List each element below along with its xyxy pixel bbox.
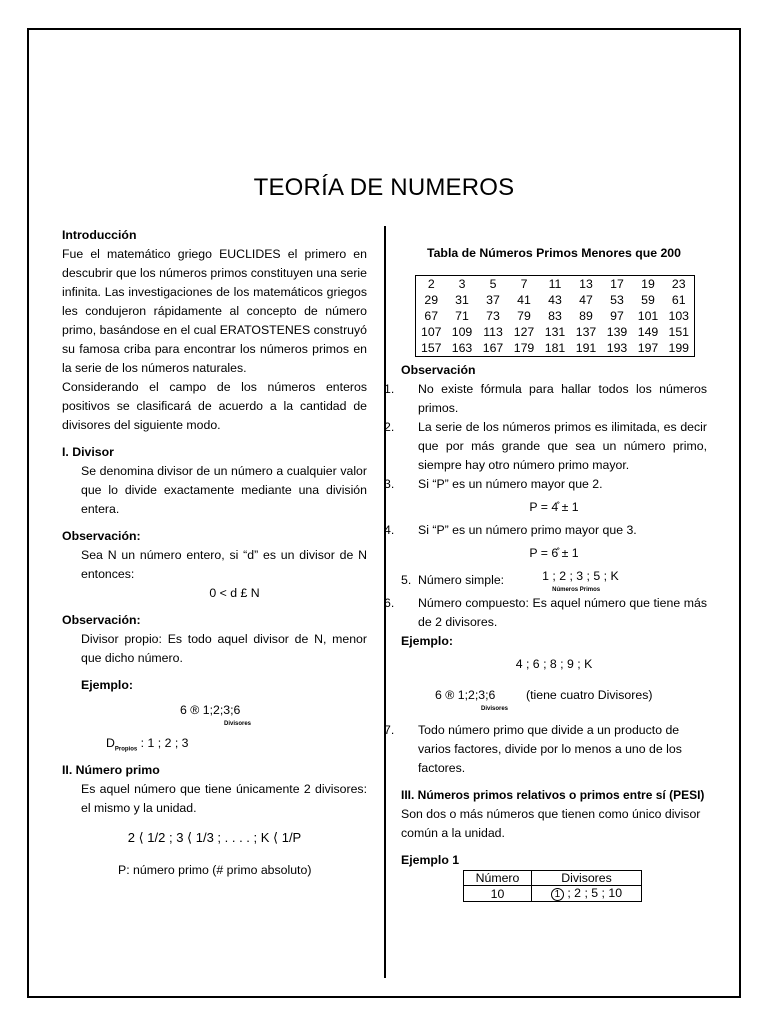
- item-3-text: Si “P” es un número mayor que 2.: [418, 477, 603, 491]
- prime-cell: 101: [637, 309, 659, 323]
- primes-row: [416, 292, 695, 308]
- prime-cell: 5: [489, 277, 497, 291]
- primes-row: [416, 324, 695, 340]
- circled-one: 1: [551, 888, 564, 901]
- prime-cell: 163: [451, 341, 473, 355]
- prime-cell: 107: [420, 325, 442, 339]
- example-1-col-number: Número: [464, 871, 532, 886]
- observation-2-text: Divisor propio: Es todo aquel divisor de N, menor que dicho número.: [81, 632, 367, 665]
- prime-cell: 181: [544, 341, 566, 355]
- prime-cell: 31: [455, 293, 469, 307]
- prime-cell: 131: [544, 325, 566, 339]
- item-5: 5. Número simple: 1 ; 2 ; 3 ; 5 ; K Números Primos: [401, 569, 619, 593]
- prime-cell: 97: [610, 309, 624, 323]
- primes-table: [415, 275, 695, 357]
- prime-cell: 47: [579, 293, 593, 307]
- example-right-formula-block: [435, 686, 508, 713]
- prime-cell: 179: [513, 341, 535, 355]
- item-6-text: Número compuesto: Es aquel número que tiene más de 2 divisores.: [418, 596, 707, 629]
- item-5-under: Números Primos: [552, 587, 601, 593]
- example-1-number: 10: [464, 886, 532, 902]
- prime-cell: 83: [548, 309, 562, 323]
- observation-1-formula: 0 < d £ N: [209, 586, 260, 600]
- observation-heading: Observación: [401, 363, 476, 377]
- prime-cell: 191: [575, 341, 597, 355]
- example-right-note: (tiene cuatro Divisores): [526, 688, 653, 702]
- item-6: 6. Número compuesto: Es aquel número que tiene más de 2 divisores.: [384, 596, 707, 629]
- item-3: 3. Si “P” es un número mayor que 2.: [384, 477, 603, 491]
- divisor-heading: I. Divisor: [62, 445, 114, 459]
- prime-cell: 13: [579, 277, 593, 291]
- prime-cell: 89: [579, 309, 593, 323]
- prime-cell: 137: [575, 325, 597, 339]
- example-right-line2: [401, 686, 707, 713]
- prime-cell: 53: [610, 293, 624, 307]
- item-5-formula-block: [542, 567, 619, 594]
- example-1-divisors-rest: ; 2 ; 5 ; 10: [563, 886, 623, 900]
- prime-cell: 103: [668, 309, 690, 323]
- prime-cell: 3: [458, 277, 466, 291]
- example-1-divisors: [532, 886, 642, 902]
- prime-cell: 71: [455, 309, 469, 323]
- prime-cell: 59: [641, 293, 655, 307]
- prime-cell: 11: [548, 277, 562, 291]
- prime-cell: 41: [517, 293, 531, 307]
- prime-cell: 151: [668, 325, 690, 339]
- prime-cell: 67: [424, 309, 439, 323]
- example-right-under: Divisores: [481, 706, 509, 712]
- prime-cell: 199: [668, 341, 690, 355]
- d-propios: [62, 734, 367, 753]
- prime-cell: 2: [427, 277, 435, 291]
- prime-cell: 127: [513, 325, 535, 339]
- prime-cell: 193: [606, 341, 628, 355]
- item-1: 1. No existe fórmula para hallar todos los números primos.: [384, 382, 707, 415]
- item-5-formula: 1 ; 2 ; 3 ; 5 ; K: [542, 569, 619, 583]
- prime-cell: 17: [610, 277, 624, 291]
- primes-table-title: Tabla de Números Primos Menores que 200: [427, 246, 681, 260]
- prime-cell: 113: [483, 325, 503, 339]
- item-2-text: La serie de los números primos es ilimitada, es decir que por más grande que sea un número primo, siempre hay otro número primo mayor.: [418, 420, 707, 472]
- primes-row: [416, 340, 695, 357]
- example-formula-block: [62, 701, 367, 728]
- pesi-heading: III. Números primos relativos o primos entre sí (PESI): [401, 788, 705, 802]
- prime-cell: 7: [520, 277, 528, 291]
- prime-text: Es aquel número que tiene únicamente 2 divisores: el mismo y la unidad.: [81, 782, 367, 816]
- prime-cell: 37: [486, 293, 500, 307]
- pesi-text: Son dos o más números que tienen como único divisor común a la unidad.: [401, 807, 701, 840]
- prime-cell: 43: [548, 293, 562, 307]
- item-5-text: Número simple:: [418, 573, 505, 587]
- prime-caption: P: número primo (# primo absoluto): [118, 863, 312, 878]
- page-title: TEORÍA DE NUMEROS: [253, 174, 515, 201]
- primes-row: [416, 276, 695, 293]
- prime-cell: 149: [637, 325, 659, 339]
- right-column: [384, 244, 707, 902]
- item-4-formula: P = 6̊ ± 1: [529, 546, 579, 560]
- example-right-formula: 6 ® 1;2;3;6: [435, 688, 496, 702]
- observation-1-text: Sea N un número entero, si “d” es un divisor de N entonces:: [81, 548, 367, 581]
- prime-formula: 2 ⟨ 1/2 ; 3 ⟨ 1/3 ; . . . . ; K ⟨ 1/P: [127, 830, 302, 846]
- item-1-text: No existe fórmula para hallar todos los números primos.: [418, 382, 707, 415]
- primes-row: [416, 308, 695, 324]
- observation-1-heading: Observación:: [62, 529, 141, 543]
- observation-2-heading: Observación:: [62, 613, 141, 627]
- item-4-text: Si “P” es un número primo mayor que 3.: [418, 523, 637, 537]
- d-propios-label: D: [106, 736, 115, 750]
- d-propios-values: : 1 ; 2 ; 3: [137, 736, 189, 750]
- prime-cell: 23: [671, 277, 686, 291]
- prime-cell: 73: [486, 309, 500, 323]
- prime-cell: 109: [451, 325, 473, 339]
- prime-cell: 79: [517, 309, 531, 323]
- item-7: 7. Todo número primo que divide a un producto de varios factores, divide por lo menos a uno de los factores.: [384, 723, 682, 775]
- example-right-line1: 4 ; 6 ; 8 ; 9 ; K: [515, 657, 593, 671]
- example-1-heading: Ejemplo 1: [401, 853, 460, 867]
- item-3-formula: P = 4̊ ± 1: [529, 500, 579, 514]
- intro-text: Fue el matemático griego EUCLIDES el primero en descubrir que los números primos constituyen una serie infinita. Las investigaciones de los matemáticos griegos les condujeron rápidamente al concepto de número primo, basándose en el cual ERATOSTENES construyó su famosa criba para encontrar los números primos en la serie de los números naturales.: [62, 247, 367, 375]
- example-1-table: [463, 870, 642, 902]
- divisor-text: Se denomina divisor de un número a cualquier valor que lo divide exactamente mediante una división entera.: [81, 464, 367, 516]
- intro-heading: Introducción: [62, 228, 137, 242]
- prime-cell: 19: [641, 277, 655, 291]
- d-propios-sub: Propios: [114, 746, 138, 753]
- prime-cell: 29: [424, 293, 439, 307]
- prime-cell: 197: [637, 341, 659, 355]
- left-column: [62, 226, 367, 880]
- prime-cell: 139: [606, 325, 628, 339]
- item-2: 2. La serie de los números primos es ilimitada, es decir que por más grande que sea un número primo, siempre hay otro número primo mayor.: [384, 420, 707, 472]
- example-divisores-label: Divisores: [224, 721, 252, 727]
- prime-cell: 61: [671, 293, 686, 307]
- example-right-heading: Ejemplo:: [401, 634, 453, 648]
- example-formula: 6 ® 1;2;3;6: [180, 703, 241, 717]
- item-4: 4. Si “P” es un número primo mayor que 3.: [384, 523, 637, 537]
- prime-cell: 167: [482, 341, 504, 355]
- example-heading: Ejemplo:: [81, 678, 133, 692]
- example-1-col-divisors: Divisores: [532, 871, 642, 886]
- intro-text-2: Considerando el campo de los números enteros positivos se clasificará de acuerdo a la cantidad de divisores del siguiente modo.: [62, 380, 367, 432]
- prime-cell: 157: [420, 341, 442, 355]
- prime-heading: II. Número primo: [62, 763, 160, 778]
- item-7-text: Todo número primo que divide a un producto de varios factores, divide por lo menos a uno de los factores.: [418, 723, 682, 775]
